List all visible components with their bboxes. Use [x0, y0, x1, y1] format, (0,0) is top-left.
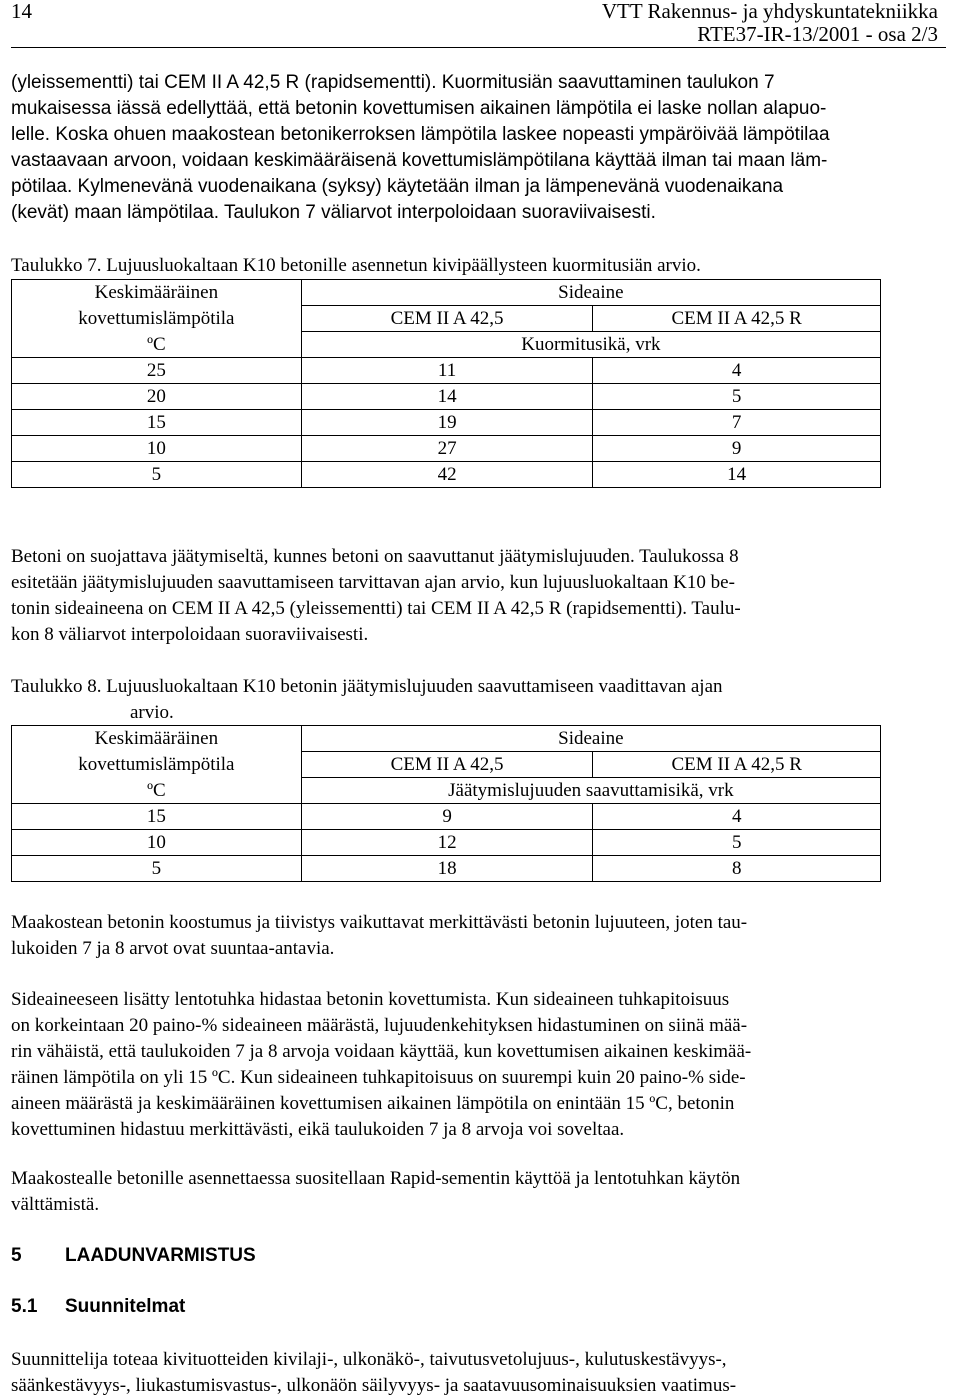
table8-head-cem-r: CEM II A 42,5 R — [593, 752, 881, 778]
text-line: kon 8 väliarvot interpoloidaan suoraviivaisesti. — [11, 624, 369, 645]
page-number: 14 — [11, 0, 32, 23]
section-heading — [11, 1245, 256, 1267]
table-cell: 5 — [593, 384, 881, 410]
table-cell: 10 — [12, 830, 302, 856]
intro-line: vastaavaan arvoon, voidaan keskimääräisenä kovettumislämpötilana käyttää ilman tai maan läm- — [11, 150, 828, 171]
section-number: 5 — [11, 1245, 22, 1266]
running-header — [602, 0, 938, 46]
table-cell: 27 — [301, 436, 593, 462]
intro-paragraph — [11, 70, 883, 226]
text-line: esitetään jäätymislujuuden saavuttamiseen tarvittavan ajan arvio, kun lujuusluokaltaan K10 be- — [11, 572, 735, 593]
text-line: säänkestävyys-, liukastumisvastus-, ulkonäön säilyvyys- ja saatavuusominaisuuksien vaatimus- — [11, 1375, 737, 1396]
header-organization: VTT Rakennus- ja yhdyskuntatekniikka — [601, 0, 938, 23]
table-cell: 8 — [593, 856, 881, 882]
table8 — [11, 725, 881, 882]
table8-head-cem: CEM II A 42,5 — [301, 752, 593, 778]
text-line: tonin sideaineena on CEM II A 42,5 (yleissementti) tai CEM II A 42,5 R (rapidsementti). Taulu- — [11, 598, 741, 619]
table-row — [12, 462, 881, 488]
header-rule — [11, 47, 946, 48]
table-cell: 4 — [593, 358, 881, 384]
paragraph-composition — [11, 910, 881, 962]
table-row — [12, 358, 881, 384]
table7 — [11, 279, 881, 488]
text-line: on korkeintaan 20 paino-% sideaineen määrästä, lujuudenkehityksen hidastuminen on siinä mää- — [11, 1015, 748, 1036]
table-cell: 9 — [301, 804, 593, 830]
text-line: räinen lämpötila on yli 15 ºC. Kun sideaineen tuhkapitoisuus on suurempi kuin 20 paino-% side- — [11, 1067, 746, 1088]
intro-line: (kevät) maan lämpötilaa. Taulukon 7 väliarvot interpoloidaan suoraviivaisesti. — [11, 202, 656, 223]
text-line: Maakostealle betonille asennettaessa suositellaan Rapid-sementin käyttöä ja lentotuhkan käytön — [11, 1168, 741, 1189]
caption-line: arvio. — [130, 702, 174, 723]
table-cell: 15 — [12, 410, 302, 436]
table7-caption: Taulukko 7. Lujuusluokaltaan K10 betonille asennetun kivipäällysteen kuormitusiän arvio. — [11, 255, 701, 276]
table-cell: 10 — [12, 436, 302, 462]
table-cell: 9 — [593, 436, 881, 462]
intro-line: mukaisessa iässä edellyttää, että betonin kovettumisen aikainen lämpötila ei laske nollan alapuo- — [11, 98, 827, 119]
table-cell: 5 — [12, 462, 302, 488]
table8-head-col1: ºC — [12, 778, 302, 804]
table-cell: 20 — [12, 384, 302, 410]
table8-head-sideaine: Sideaine — [301, 726, 880, 752]
table7-head-unit: Kuormitusikä, vrk — [301, 332, 880, 358]
text-line: välttämistä. — [11, 1194, 100, 1215]
paragraph-design — [11, 1347, 881, 1399]
table7-head-col1: kovettumislämpötila — [12, 306, 302, 332]
table7-head-sideaine: Sideaine — [301, 280, 880, 306]
table-cell: 14 — [301, 384, 593, 410]
text-line: kovettuminen hidastuu merkittävästi, eikä taulukoiden 7 ja 8 arvoja voi soveltaa. — [11, 1119, 625, 1140]
text-line: lukoiden 7 ja 8 arvot ovat suuntaa-antavia. — [11, 938, 335, 959]
table-cell: 14 — [593, 462, 881, 488]
table7-head-col1: Keskimääräinen — [12, 280, 302, 306]
text-line: Sideaineeseen lisätty lentotuhka hidastaa betonin kovettumista. Kun sideaineen tuhkapitoisuus — [11, 989, 730, 1010]
table7-head-cem-r: CEM II A 42,5 R — [593, 306, 881, 332]
table-cell: 18 — [301, 856, 593, 882]
header-report-id: RTE37-IR-13/2001 - osa 2/3 — [697, 22, 938, 46]
paragraph-frost — [11, 544, 881, 648]
table8-head-unit: Jäätymislujuuden saavuttamisikä, vrk — [301, 778, 880, 804]
intro-line: pötilaa. Kylmenevänä vuodenaikana (syksy) käytetään ilman ja lämpenevänä vuodenaikana — [11, 176, 784, 197]
table-row — [12, 384, 881, 410]
table-cell: 25 — [12, 358, 302, 384]
table-cell: 15 — [12, 804, 302, 830]
text-line: Maakostean betonin koostumus ja tiivistys vaikuttavat merkittävästi betonin lujuuteen, joten tau- — [11, 912, 748, 933]
paragraph-fly-ash — [11, 987, 881, 1143]
paragraph-recommendation — [11, 1166, 881, 1218]
table-cell: 7 — [593, 410, 881, 436]
text-line: aineen määrästä ja keskimääräinen kovettumisen aikainen lämpötila on enintään 15 ºC, betonin — [11, 1093, 735, 1114]
table8-caption — [11, 674, 881, 726]
section-title: LAADUNVARMISTUS — [65, 1245, 256, 1266]
table-cell: 42 — [301, 462, 593, 488]
table-cell: 5 — [12, 856, 302, 882]
table-row — [12, 830, 881, 856]
table-cell: 12 — [301, 830, 593, 856]
table-row — [12, 804, 881, 830]
table8-head-col1: kovettumislämpötila — [12, 752, 302, 778]
section-title: Suunnitelmat — [65, 1296, 186, 1317]
table-cell: 19 — [301, 410, 593, 436]
table-cell: 11 — [301, 358, 593, 384]
table-cell: 5 — [593, 830, 881, 856]
subsection-heading — [11, 1296, 185, 1318]
text-line: Suunnittelija toteaa kivituotteiden kivilaji-, ulkonäkö-, taivutusvetolujuus-, kulutuskestävyys-, — [11, 1349, 727, 1370]
text-line: Betoni on suojattava jäätymiseltä, kunnes betoni on saavuttanut jäätymislujuuden. Taulukossa 8 — [11, 546, 739, 567]
caption-line: Taulukko 8. Lujuusluokaltaan K10 betonin jäätymislujuuden saavuttamiseen vaadittavan ajan — [11, 676, 723, 697]
intro-line: (yleissementti) tai CEM II A 42,5 R (rapidsementti). Kuormitusiän saavuttaminen taulukon 7 — [11, 72, 775, 93]
table7-head-col1: ºC — [12, 332, 302, 358]
table-cell: 4 — [593, 804, 881, 830]
table8-head-col1: Keskimääräinen — [12, 726, 302, 752]
intro-line: lelle. Koska ohuen maakostean betonikerroksen lämpötila laskee nopeasti ympäröivää lämpötilaa — [11, 124, 830, 145]
text-line: rin vähäistä, että taulukoiden 7 ja 8 arvoja voidaan käyttää, kun kovettumisen aikainen keskimää- — [11, 1041, 752, 1062]
section-number: 5.1 — [11, 1296, 38, 1317]
table7-head-cem: CEM II A 42,5 — [301, 306, 593, 332]
table-row — [12, 436, 881, 462]
table-row — [12, 410, 881, 436]
table-row — [12, 856, 881, 882]
